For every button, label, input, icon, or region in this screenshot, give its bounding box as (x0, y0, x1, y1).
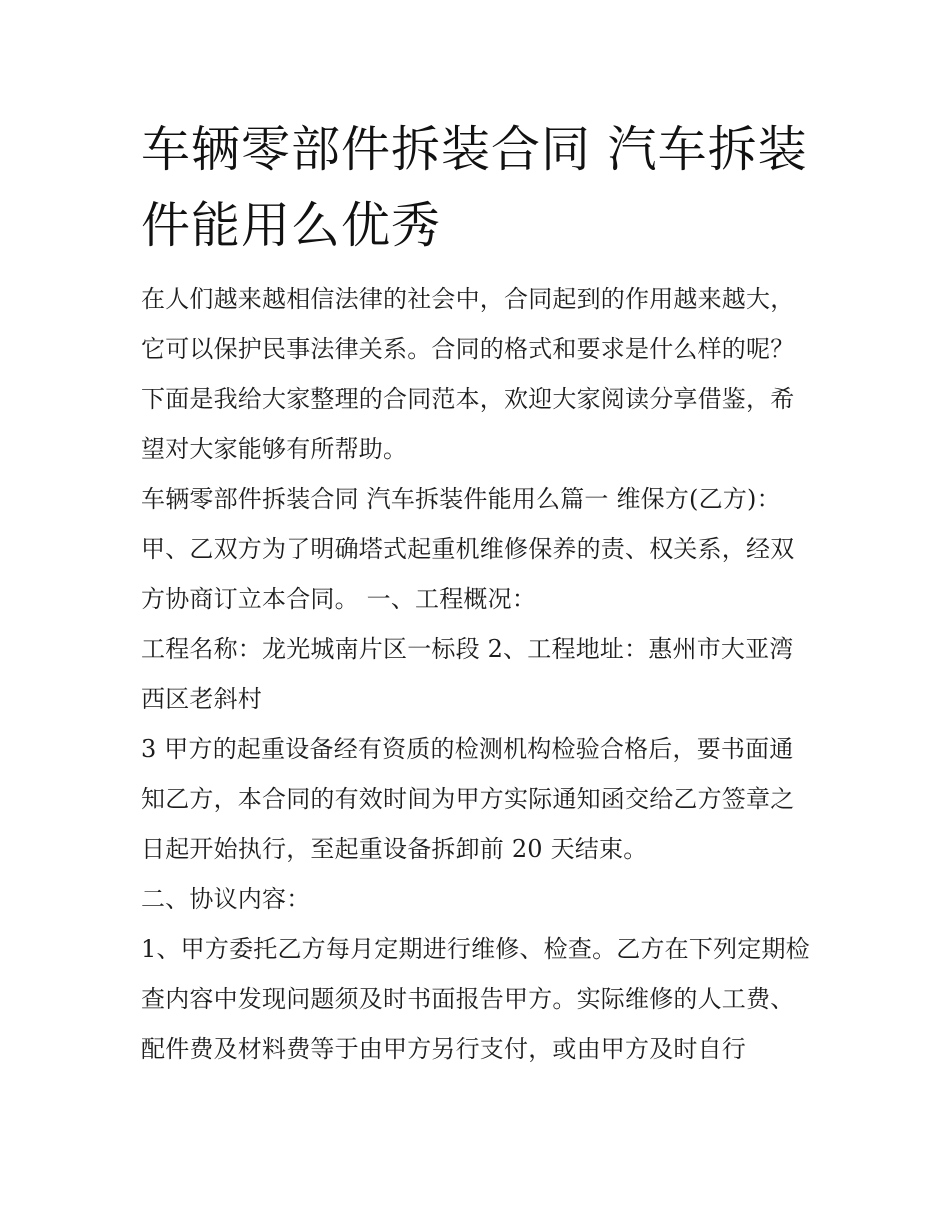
paragraph-intro: 在人们越来越相信法律的社会中，合同起到的作用越来越大，它可以保护民事法律关系。合同的格式和要求是什么样的呢？下面是我给大家整理的合同范本，欢迎大家阅读分享借鉴，希望对大家能够有所帮助。 (141, 285, 795, 463)
paragraph-section-heading: 二、协议内容： (141, 885, 311, 913)
paragraph-project-info: 工程名称：龙光城南片区一标段 2、工程地址：惠州市大亚湾西区老斜村 (141, 635, 794, 713)
document-title: 车辆零部件拆装合同 汽车拆装件能用么优秀 (141, 121, 808, 254)
paragraph-maintenance-terms: 1、甲方委托乙方每月定期进行维修、检查。乙方在下列定期检查内容中发现问题须及时书面报告甲方。实际维修的人工费、配件费及材料费等于由甲方另行支付，或由甲方及时自行 (141, 935, 810, 1063)
document-body (141, 274, 813, 1074)
paragraph-validity: 3 甲方的起重设备经有资质的检测机构检验合格后，要书面通知乙方，本合同的有效时间为甲方实际通知函交给乙方签章之日起开始执行，至起重设备拆卸前 20 天结束。 (141, 735, 795, 863)
document-content (141, 112, 813, 1074)
paragraph-contract-parties: 车辆零部件拆装合同 汽车拆装件能用么篇一 维保方(乙方)：甲、乙双方为了明确塔式起重机维修保养的责、权关系，经双方协商订立本合同。 一、工程概况： (141, 485, 795, 613)
